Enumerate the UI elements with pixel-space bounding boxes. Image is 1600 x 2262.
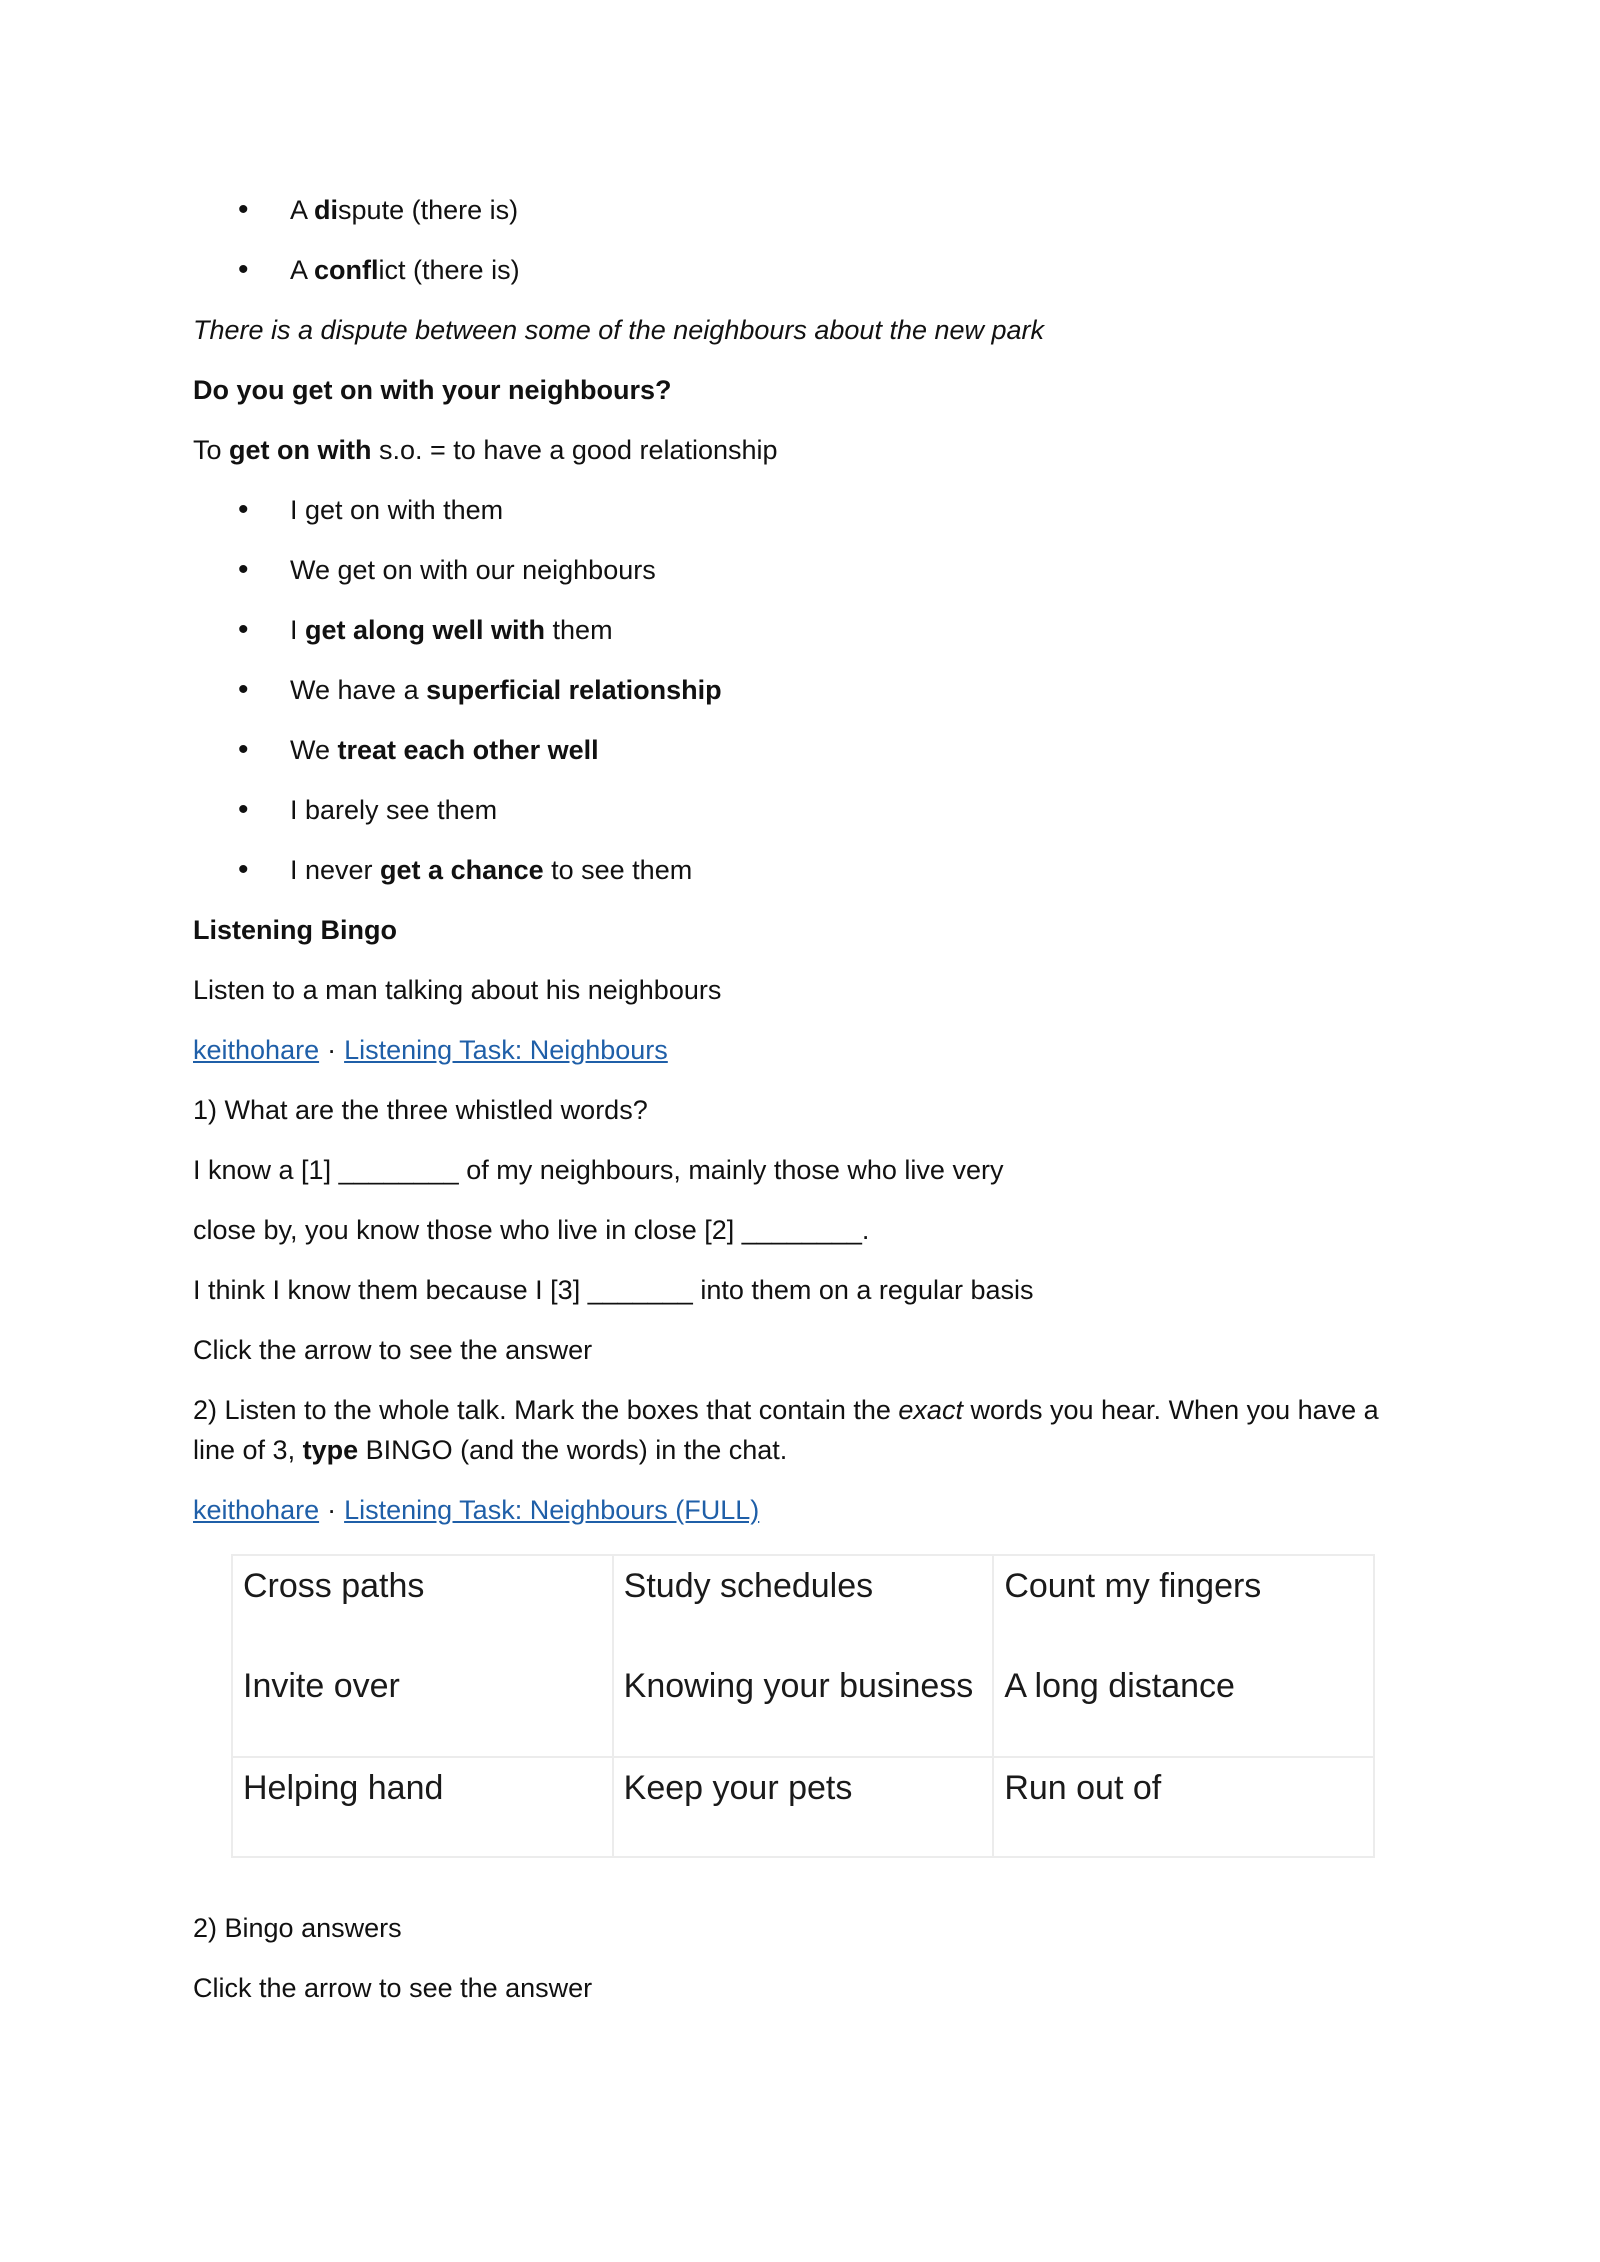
audio-link-2: keithohare · Listening Task: Neighbours (FULL)	[193, 1495, 760, 1525]
track-link[interactable]: Listening Task: Neighbours	[344, 1035, 668, 1065]
list-item: • I get on with them	[193, 490, 1423, 530]
bingo-cell[interactable]: Keep your pets	[613, 1757, 994, 1857]
phrase-list	[193, 490, 1423, 890]
gap-line: I know a [1] ________ of my neighbours, mainly those who live very	[193, 1155, 1004, 1185]
document-body	[193, 190, 1423, 2028]
track-link[interactable]: Listening Task: Neighbours (FULL)	[344, 1495, 760, 1525]
section-heading: Listening Bingo	[193, 915, 397, 945]
list-item: • A dispute (there is)	[193, 190, 1423, 230]
bingo-cell[interactable]: Count my fingers A long distance	[993, 1555, 1374, 1757]
audio-link-1: keithohare · Listening Task: Neighbours	[193, 1035, 668, 1065]
bingo-grid	[231, 1554, 1375, 1858]
bingo-cell[interactable]: Cross paths Invite over	[232, 1555, 613, 1757]
list-item: • We treat each other well	[193, 730, 1423, 770]
vocab-list	[193, 190, 1423, 290]
author-link[interactable]: keithohare	[193, 1495, 320, 1525]
definition: To get on with s.o. = to have a good relationship	[193, 435, 778, 465]
list-item: • A conflict (there is)	[193, 250, 1423, 290]
list-item: • I never get a chance to see them	[193, 850, 1423, 890]
gap-line: I think I know them because I [3] _______ into them on a regular basis	[193, 1275, 1034, 1305]
question-2: 2) Listen to the whole talk. Mark the boxes that contain the exact words you hear. When you have a line of 3, type BINGO (and the words) in the chat.	[193, 1395, 1379, 1465]
bingo-cell[interactable]: Helping hand	[232, 1757, 613, 1857]
click-answer-text: Click the arrow to see the answer	[193, 1973, 593, 2003]
bingo-cell[interactable]: Study schedules Knowing your business	[613, 1555, 994, 1757]
list-item: • We have a superficial relationship	[193, 670, 1423, 710]
list-item: • I barely see them	[193, 790, 1423, 830]
intro-text: Listen to a man talking about his neighbours	[193, 975, 722, 1005]
example-sentence: There is a dispute between some of the neighbours about the new park	[193, 315, 1045, 345]
click-answer-text: Click the arrow to see the answer	[193, 1335, 593, 1365]
list-item: • I get along well with them	[193, 610, 1423, 650]
list-item: • We get on with our neighbours	[193, 550, 1423, 590]
bingo-cell[interactable]: Run out of	[993, 1757, 1374, 1857]
gap-line: close by, you know those who live in close [2] ________.	[193, 1215, 870, 1245]
question-1: 1) What are the three whistled words?	[193, 1095, 648, 1125]
bingo-answers-label: 2) Bingo answers	[193, 1913, 402, 1943]
author-link[interactable]: keithohare	[193, 1035, 320, 1065]
question-heading: Do you get on with your neighbours?	[193, 375, 672, 405]
